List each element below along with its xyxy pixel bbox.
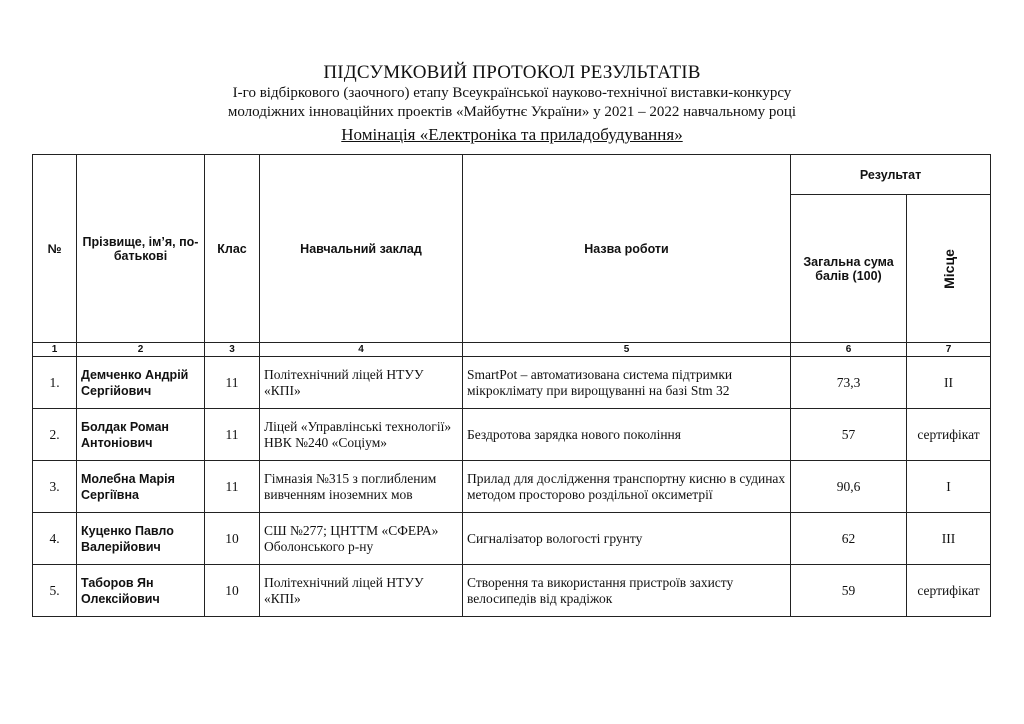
work-title: Бездротова зарядка нового покоління [463,409,791,461]
participant-name: Таборов Ян Олексійович [77,565,205,617]
subtitle-line-2: молодіжних інноваційних проектів «Майбутнє України» у 2021 – 2022 навчальному році [227,104,797,120]
place: ІІ [907,357,991,409]
participant-class: 11 [205,357,260,409]
table-row [33,409,991,461]
school-name: Політехнічний ліцей НТУУ «КПІ» [260,565,463,617]
work-title: Створення та використання пристроїв захисту велосипедів від крадіжок [463,565,791,617]
table-row [33,565,991,617]
score-total: 90,6 [791,461,907,513]
score-total: 62 [791,513,907,565]
header-row-top [33,155,991,195]
document-header [0,62,1024,146]
place: ІІІ [907,513,991,565]
place: сертифікат [907,409,991,461]
work-title: Сигналізатор вологості грунту [463,513,791,565]
header-sum: Загальна сума балів (100) [791,195,907,343]
column-number: 3 [205,343,260,357]
column-number: 2 [77,343,205,357]
school-name: Ліцей «Управлінські технології» НВК №240 «Соціум» [260,409,463,461]
participant-name: Демченко Андрій Сергійович [77,357,205,409]
column-number: 7 [907,343,991,357]
participant-name: Куценко Павло Валерійович [77,513,205,565]
header-school: Навчальний заклад [260,155,463,343]
participant-name: Болдак Роман Антоніович [77,409,205,461]
row-number: 2. [33,409,77,461]
results-table [32,154,991,617]
school-name: СШ №277; ЦНТТМ «СФЕРА» Оболонського р-ну [260,513,463,565]
table-row [33,461,991,513]
column-number: 1 [33,343,77,357]
table-row [33,357,991,409]
score-total: 57 [791,409,907,461]
column-number-row [33,343,991,357]
participant-class: 11 [205,461,260,513]
document-title: ПІДСУМКОВИЙ ПРОТОКОЛ РЕЗУЛЬТАТІВ [323,62,701,83]
row-number: 1. [33,357,77,409]
header-class: Клас [205,155,260,343]
school-name: Політехнічний ліцей НТУУ «КПІ» [260,357,463,409]
participant-class: 10 [205,513,260,565]
subtitle-line-1: І-го відбіркового (заочного) етапу Всеукраїнської науково-технічної виставки-конкурсу [232,85,792,101]
column-number: 4 [260,343,463,357]
row-number: 3. [33,461,77,513]
header-num: № [33,155,77,343]
score-total: 59 [791,565,907,617]
column-number: 5 [463,343,791,357]
work-title: Прилад для дослідження транспортну кисню в судинах методом просторово роздільної оксиметрії [463,461,791,513]
nomination-title: Номінація «Електроніка та приладобудування» [341,125,683,144]
participant-class: 10 [205,565,260,617]
work-title: SmartPot – автоматизована система підтримки мікроклімату при вирощуванні на базі Stm 32 [463,357,791,409]
participant-class: 11 [205,409,260,461]
row-number: 5. [33,565,77,617]
header-place-cell [907,195,991,343]
header-name: Прізвище, ім’я, по-батькові [77,155,205,343]
school-name: Гімназія №315 з поглибленим вивченням іноземних мов [260,461,463,513]
place: І [907,461,991,513]
place: сертифікат [907,565,991,617]
row-number: 4. [33,513,77,565]
header-place: Місце [940,248,957,289]
column-number: 6 [791,343,907,357]
header-result: Результат [791,155,991,195]
header-work: Назва роботи [463,155,791,343]
table-row [33,513,991,565]
score-total: 73,3 [791,357,907,409]
participant-name: Молебна Марія Сергіївна [77,461,205,513]
